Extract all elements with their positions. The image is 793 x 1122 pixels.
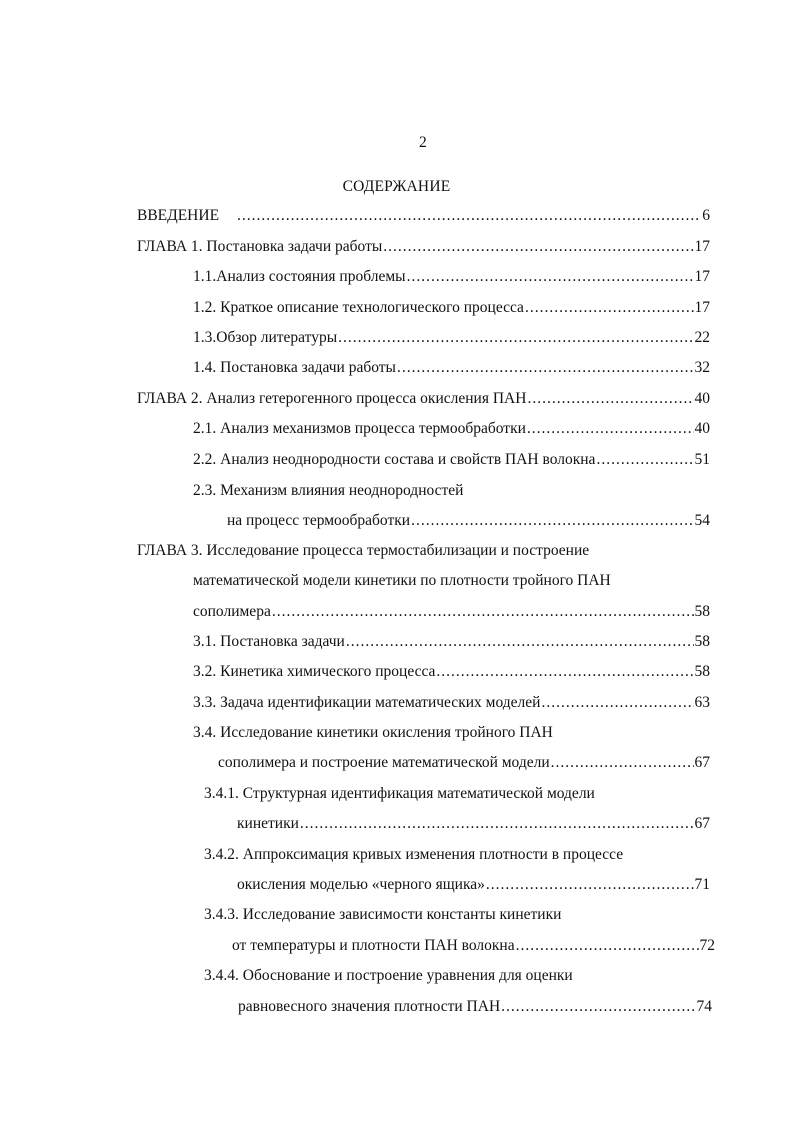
toc-entry-1-1: [193, 268, 710, 286]
toc-dot-leader: [486, 876, 694, 894]
page-title: СОДЕРЖАНИЕ: [342, 178, 451, 195]
toc-dot-leader: [272, 603, 694, 621]
toc-dot-leader: [407, 268, 694, 286]
toc-entry-3-1: [193, 633, 710, 651]
toc-entry-3-4-1-title: 3.4.1. Структурная идентификация математической модели: [204, 785, 595, 802]
toc-entry-2-1: [193, 420, 710, 438]
toc-entry-3-4: [218, 754, 710, 772]
toc-entry-title-continued: на процесс термообработки: [227, 512, 411, 529]
toc-entry-title: 1.3.Обзор литературы: [193, 329, 338, 346]
toc-entry-chapter-1: [137, 238, 710, 256]
toc-dot-leader: [237, 207, 701, 225]
toc-entry-title-continued: равновесного значения плотности ПАН: [238, 998, 501, 1015]
toc-entry-page: 32: [694, 359, 710, 376]
toc-entry-title: ГЛАВА 1. Постановка задачи работы: [137, 238, 383, 255]
toc-entry-page: 54: [694, 512, 710, 529]
toc-entry-page: 58: [694, 663, 710, 680]
toc-entry-title-continued: сополимера: [193, 603, 271, 620]
toc-entry-chapter-3-title-continued: математической модели кинетики по плотности тройного ПАН: [193, 572, 611, 589]
toc-entry-2-3-title: 2.3. Механизм влияния неоднородностей: [193, 482, 464, 499]
toc-entry-page: 67: [694, 815, 710, 832]
toc-entry-title: 1.4. Постановка задачи работы: [193, 359, 396, 376]
toc-entry-1-2: [193, 299, 710, 317]
toc-entry-3-4-3: [232, 937, 715, 955]
toc-entry-page: 74: [696, 998, 712, 1015]
toc-dot-leader: [300, 815, 694, 833]
toc-entry-page: 58: [694, 633, 710, 650]
toc-entry-3-4-4: [238, 998, 712, 1016]
toc-dot-leader: [541, 694, 693, 712]
toc-entry-3-4-4-title: 3.4.4. Обоснование и построение уравнения для оценки: [204, 967, 573, 984]
toc-entry-page: 40: [694, 420, 710, 437]
toc-entry-2-3: [227, 512, 710, 530]
toc-entry-3-4-3-title: 3.4.3. Исследование зависимости константы кинетики: [204, 906, 562, 923]
toc-entry-page: 67: [694, 754, 710, 771]
toc-entry-1-4: [193, 359, 710, 377]
toc-dot-leader: [551, 754, 694, 772]
toc-entry-page: 6: [702, 207, 710, 224]
toc-dot-leader: [346, 633, 694, 651]
toc-entry-title-continued: сополимера и построение математической модели: [218, 754, 550, 771]
toc-entry-chapter-3: [193, 603, 710, 621]
toc-dot-leader: [596, 451, 693, 469]
toc-entry-2-2: [193, 451, 710, 469]
page-number: 2: [419, 134, 427, 151]
toc-dot-leader: [501, 998, 695, 1016]
toc-entry-1-3: [193, 329, 710, 347]
toc-entry-3-3: [193, 694, 710, 712]
toc-dot-leader: [436, 663, 693, 681]
toc-entry-3-4-2-title: 3.4.2. Аппроксимация кривых изменения плотности в процессе: [204, 846, 624, 863]
toc-entry-3-4-2: [237, 876, 710, 894]
toc-entry-page: 17: [694, 268, 710, 285]
toc-entry-3-4-title: 3.4. Исследование кинетики окисления тройного ПАН: [193, 724, 553, 741]
toc-entry-page: 63: [694, 694, 710, 711]
toc-entry-page: 72: [699, 937, 715, 954]
toc-dot-leader: [527, 390, 693, 408]
toc-entry-title: 1.2. Краткое описание технологического процесса: [193, 299, 524, 316]
toc-entry-title: 3.1. Постановка задачи: [193, 633, 345, 650]
toc-entry-page: 58: [694, 603, 710, 620]
toc-dot-leader: [383, 238, 693, 256]
toc-entry-chapter-2: [137, 390, 710, 408]
toc-entry-title: 3.2. Кинетика химического процесса: [193, 663, 436, 680]
toc-entry-title: 1.1.Анализ состояния проблемы: [193, 268, 406, 285]
toc-entry-title-continued: окисления моделью «черного ящика»: [237, 876, 485, 893]
toc-dot-leader: [527, 420, 694, 438]
toc-entry-title: 2.1. Анализ механизмов процесса термообработки: [193, 420, 526, 437]
toc-dot-leader: [516, 937, 699, 955]
toc-entry-title-continued: от температуры и плотности ПАН волокна: [232, 937, 515, 954]
toc-entry-page: 51: [694, 451, 710, 468]
toc-dot-leader: [338, 329, 693, 347]
toc-entry-page: 22: [694, 329, 710, 346]
toc-entry-page: 40: [694, 390, 710, 407]
toc-entry-page: 17: [694, 238, 710, 255]
toc-entry-title-continued: кинетики: [237, 815, 299, 832]
toc-entry-title: ГЛАВА 2. Анализ гетерогенного процесса окисления ПАН: [137, 390, 527, 407]
toc-dot-leader: [411, 512, 693, 530]
toc-entry-title: 2.2. Анализ неоднородности состава и свойств ПАН волокна: [193, 451, 596, 468]
toc-entry-title: ВВЕДЕНИЕ: [137, 207, 220, 224]
toc-entry-page: 71: [694, 876, 710, 893]
toc-dot-leader: [397, 359, 694, 377]
toc-entry-chapter-3-title: ГЛАВА 3. Исследование процесса термостабилизации и построение: [137, 542, 590, 559]
toc-entry-3-4-1: [237, 815, 710, 833]
toc-entry-3-2: [193, 663, 710, 681]
toc-dot-leader: [525, 299, 694, 317]
toc-entry-page: 17: [694, 299, 710, 316]
toc-entry-title: 3.3. Задача идентификации математических моделей: [193, 694, 541, 711]
toc-entry-introduction: [137, 207, 710, 225]
